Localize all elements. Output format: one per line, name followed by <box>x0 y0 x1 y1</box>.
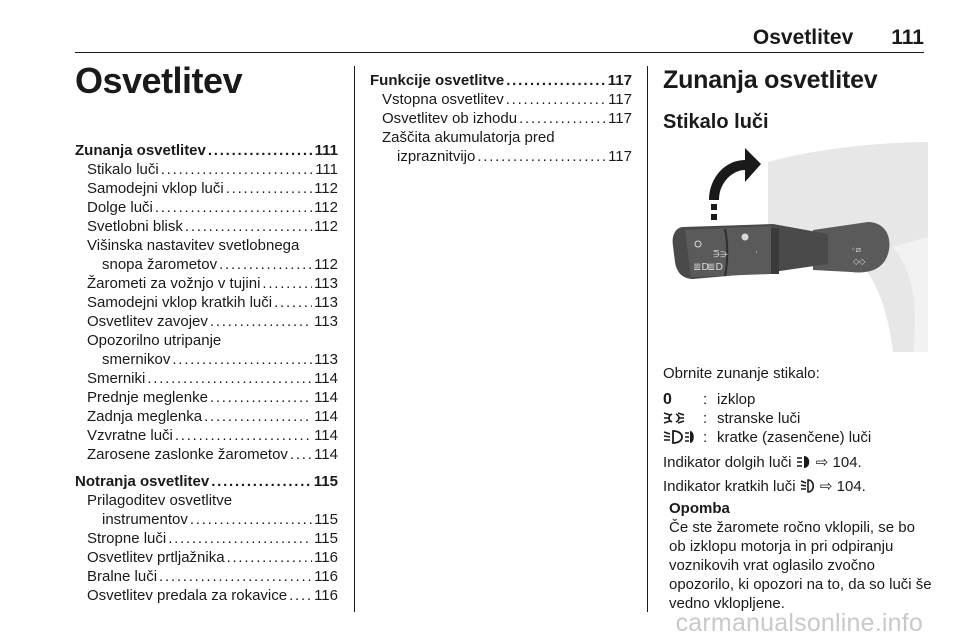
toc-leader-dots <box>208 141 313 160</box>
toc-entry[interactable] <box>75 312 338 331</box>
reference-page[interactable]: 104. <box>832 454 862 471</box>
toc-entry-label: Žarometi za vožnjo v tujini <box>87 275 261 292</box>
toc-entry[interactable] <box>75 255 338 274</box>
option-colon: : <box>703 410 708 427</box>
svg-text:≣D: ≣D <box>693 262 710 273</box>
toc-entry-label: Zarosene zaslonke žarometov <box>87 446 288 463</box>
section-header <box>663 66 928 134</box>
instruction-text: Obrnite zunanje stikalo: <box>663 365 820 382</box>
toc-entry-page[interactable]: 113 <box>314 351 338 368</box>
toc-entry-page[interactable]: 115 <box>314 530 338 547</box>
toc-leader-dots <box>185 217 312 236</box>
toc-section-entry[interactable] <box>75 141 338 160</box>
toc-entry[interactable] <box>370 109 632 128</box>
toc-leader-dots <box>159 567 312 586</box>
side-lights-icon <box>663 409 703 428</box>
toc-entry[interactable] <box>75 510 338 529</box>
table-of-contents-middle <box>370 71 632 166</box>
toc-entry-page[interactable]: 114 <box>314 408 338 425</box>
toc-entry-label: Prilagoditev osvetlitve <box>87 492 233 509</box>
toc-leader-dots <box>226 179 312 198</box>
toc-entry-page[interactable]: 116 <box>314 549 338 566</box>
toc-entry-label: Svetlobni blisk <box>87 218 183 235</box>
page-number: 111 <box>891 26 924 49</box>
toc-leader-dots <box>506 90 606 109</box>
toc-entry-page[interactable]: 117 <box>607 72 632 89</box>
toc-leader-dots <box>210 388 312 407</box>
toc-leader-dots <box>175 426 312 445</box>
note-box <box>669 499 934 613</box>
toc-entry-label: Vzvratne luči <box>87 427 173 444</box>
reference-arrow-icon: ⇨ <box>815 454 829 471</box>
toc-entry-page[interactable]: 117 <box>608 91 632 108</box>
toc-entry[interactable] <box>370 90 632 109</box>
toc-leader-dots <box>519 109 606 128</box>
toc-entry-page[interactable]: 114 <box>314 370 338 387</box>
section-subtitle: Stikalo luči <box>663 111 769 133</box>
note-title: Opomba <box>669 500 730 517</box>
toc-entry[interactable] <box>75 217 338 236</box>
toc-entry-page[interactable]: 117 <box>608 148 632 165</box>
toc-entry-label: Višinska nastavitev svetlobnega <box>87 237 300 254</box>
toc-leader-dots <box>172 350 312 369</box>
toc-entry-page[interactable]: 114 <box>314 389 338 406</box>
toc-entry-page[interactable]: 115 <box>314 511 338 528</box>
toc-entry-page[interactable]: 113 <box>314 275 338 292</box>
toc-section-entry[interactable] <box>75 472 338 491</box>
toc-entry[interactable] <box>75 388 338 407</box>
toc-entry <box>75 491 338 510</box>
svg-text:◦⧄: ◦⧄ <box>851 245 861 254</box>
low-beam-icon <box>663 428 703 447</box>
toc-entry[interactable] <box>75 369 338 388</box>
toc-leader-dots <box>147 369 312 388</box>
toc-gap <box>75 464 338 472</box>
toc-leader-dots <box>262 274 312 293</box>
toc-entry-label: Vstopna osvetlitev <box>382 91 504 108</box>
indicator-text: Indikator dolgih luči <box>663 454 792 471</box>
toc-entry[interactable] <box>75 445 338 464</box>
toc-entry-label: Stikalo luči <box>87 161 159 178</box>
toc-entry-page[interactable]: 111 <box>314 142 338 159</box>
toc-leader-dots <box>274 293 312 312</box>
toc-leader-dots <box>477 147 606 166</box>
low-beam-icon <box>800 478 816 495</box>
toc-entry-page[interactable]: 117 <box>608 110 632 127</box>
toc-entry-label: instrumentov <box>102 511 188 528</box>
reference-arrow-icon: ⇨ <box>819 478 833 495</box>
toc-leader-dots <box>190 510 312 529</box>
toc-entry-page[interactable]: 114 <box>314 446 338 463</box>
toc-leader-dots <box>227 548 313 567</box>
section-title: Zunanja osvetlitev <box>663 66 878 94</box>
toc-entry[interactable] <box>75 426 338 445</box>
high-beam-indicator-line <box>663 453 931 472</box>
toc-entry-label: Funkcije osvetlitve <box>370 72 505 89</box>
zero-icon: 0 <box>663 391 672 408</box>
switch-positions-list <box>663 390 871 447</box>
toc-entry-page[interactable]: 114 <box>314 427 338 444</box>
option-colon: : <box>703 391 708 408</box>
toc-entry-label: Samodejni vklop luči <box>87 180 224 197</box>
toc-entry-label: Notranja osvetlitev <box>75 473 210 490</box>
svg-text:◇◇: ◇◇ <box>853 257 866 266</box>
toc-entry-page[interactable]: 112 <box>314 180 338 197</box>
toc-leader-dots <box>204 407 312 426</box>
toc-entry[interactable] <box>75 274 338 293</box>
toc-entry-page[interactable]: 116 <box>314 587 338 604</box>
toc-leader-dots <box>289 586 312 605</box>
option-text: izklop <box>717 391 756 408</box>
toc-entry-page[interactable]: 111 <box>315 161 338 178</box>
toc-leader-dots <box>155 198 312 217</box>
toc-entry-label: smernikov <box>102 351 171 368</box>
toc-entry-page[interactable]: 112 <box>314 218 338 235</box>
toc-entry[interactable] <box>75 160 338 179</box>
svg-text:⋽⋺: ⋽⋺ <box>713 250 728 259</box>
switch-position-low-beam <box>663 428 871 447</box>
toc-entry-label: Opozorilno utripanje <box>87 332 222 349</box>
switch-position-off <box>663 390 871 409</box>
toc-entry-label: Stropne luči <box>87 530 167 547</box>
toc-entry[interactable] <box>75 567 338 586</box>
toc-entry <box>370 128 632 147</box>
high-beam-icon <box>796 454 812 471</box>
toc-leader-dots <box>506 71 606 90</box>
toc-section-entry[interactable] <box>370 71 632 90</box>
note-text: Če ste žaromete ročno vklopili, se bo ob izklopu motorja in pri odpiranju voznikovih vrat oglasilo zvočno opozorilo, ki opozori na to, da so luči še vedno vklopljene. <box>669 519 932 612</box>
toc-entry-label: Osvetlitev ob izhodu <box>382 110 518 127</box>
toc-entry[interactable] <box>75 293 338 312</box>
switch-position-side-lights <box>663 409 871 428</box>
reference-page[interactable]: 104. <box>836 478 866 495</box>
column-divider <box>647 66 648 612</box>
column-divider <box>354 66 355 612</box>
toc-entry-page[interactable]: 113 <box>314 294 338 311</box>
table-of-contents-left <box>75 141 338 605</box>
option-text: stranske luči <box>717 410 801 427</box>
toc-entry <box>75 331 338 350</box>
toc-leader-dots <box>290 445 312 464</box>
toc-leader-dots <box>210 312 312 331</box>
toc-entry-label: Bralne luči <box>87 568 158 585</box>
toc-leader-dots <box>168 529 312 548</box>
toc-entry-label: Samodejni vklop kratkih luči <box>87 294 273 311</box>
toc-entry[interactable] <box>75 548 338 567</box>
page-heading: Osvetlitev <box>75 60 243 101</box>
toc-entry[interactable] <box>75 179 338 198</box>
toc-entry-label: Osvetlitev predala za rokavice <box>87 587 288 604</box>
low-beam-indicator-line <box>663 477 931 496</box>
toc-entry-label: Zaščita akumulatorja pred <box>382 129 555 146</box>
toc-entry[interactable] <box>370 147 632 166</box>
toc-leader-dots <box>219 255 312 274</box>
toc-entry[interactable] <box>75 198 338 217</box>
running-header <box>75 26 924 53</box>
toc-entry-label: Zunanja osvetlitev <box>75 142 206 159</box>
toc-entry-label: Osvetlitev prtljažnika <box>87 549 225 566</box>
toc-entry-page[interactable]: 115 <box>313 473 338 490</box>
svg-text:·: · <box>755 248 758 258</box>
toc-entry-label: Zadnja meglenka <box>87 408 203 425</box>
toc-entry-label: Osvetlitev zavojev <box>87 313 208 330</box>
toc-entry[interactable] <box>75 529 338 548</box>
toc-entry-label: Smerniki <box>87 370 146 387</box>
toc-leader-dots <box>211 472 312 491</box>
toc-entry-label: snopa žarometov <box>102 256 218 273</box>
header-title: Osvetlitev <box>752 26 854 49</box>
toc-entry-page[interactable]: 112 <box>314 256 338 273</box>
toc-entry[interactable] <box>75 350 338 369</box>
toc-entry-page[interactable]: 113 <box>314 313 338 330</box>
toc-leader-dots <box>161 160 313 179</box>
toc-entry-page[interactable]: 112 <box>314 199 338 216</box>
toc-entry[interactable] <box>75 407 338 426</box>
toc-entry-page[interactable]: 116 <box>314 568 338 585</box>
light-switch-illustration <box>663 142 928 352</box>
watermark: carmanualsonline.info <box>675 609 923 637</box>
option-colon: : <box>703 429 708 446</box>
toc-entry-label: Prednje meglenke <box>87 389 208 406</box>
toc-entry-label: Dolge luči <box>87 199 153 216</box>
toc-entry <box>75 236 338 255</box>
svg-text:≣D: ≣D <box>707 262 724 273</box>
toc-entry[interactable] <box>75 586 338 605</box>
option-text: kratke (zasenčene) luči <box>717 429 872 446</box>
indicator-text: Indikator kratkih luči <box>663 478 796 495</box>
toc-entry-label: izpraznitvijo <box>397 148 476 165</box>
